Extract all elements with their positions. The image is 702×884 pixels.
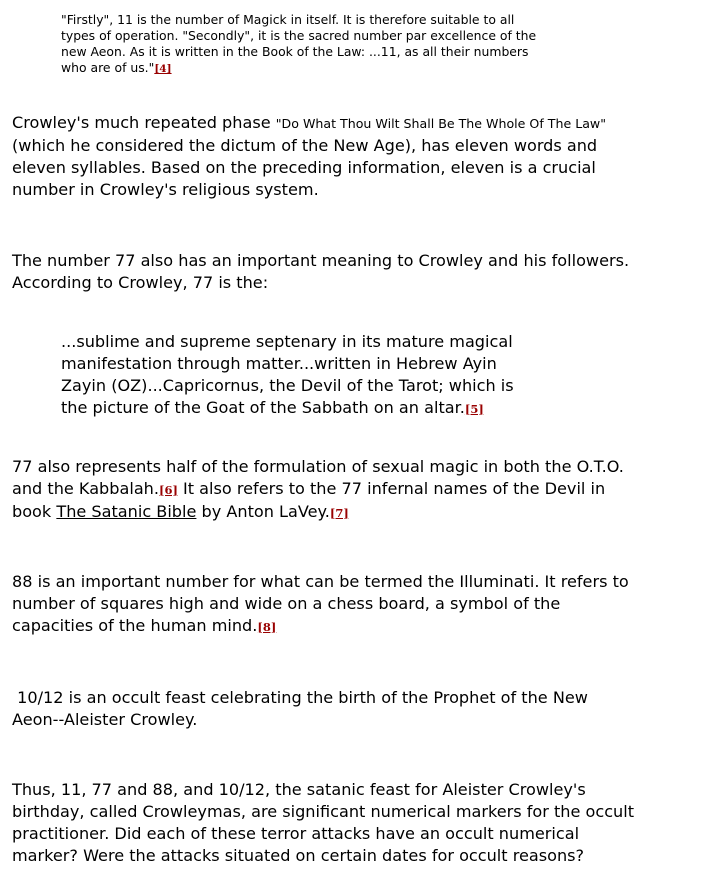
paragraph-line: 88 is an important number for what can be termed the Illuminati. It refers to (12, 572, 629, 591)
footnote-link-8[interactable]: [8] (257, 620, 277, 634)
paragraph-text: Crowley's much repeated phase (12, 113, 276, 132)
quote-line: ...sublime and supreme septenary in its mature magical (61, 332, 513, 351)
paragraph-line: (which he considered the dictum of the New Age), has eleven words and (12, 136, 598, 155)
quote-line: types of operation. "Secondly", it is the sacred number par excellence of the (61, 28, 537, 43)
paragraph-sexual-magic (12, 456, 624, 524)
quote-line: new Aeon. As it is written in the Book of the Law: ...11, as all their numbers (61, 44, 529, 59)
quote-line: who are of us." (61, 60, 155, 75)
paragraph-conclusion (12, 779, 634, 867)
paragraph-line: eleven syllables. Based on the preceding information, eleven is a crucial (12, 158, 596, 177)
dictum-phrase: "Do What Thou Wilt Shall Be The Whole Of The Law" (275, 116, 607, 131)
quote-line: "Firstly", 11 is the number of Magick in itself. It is therefore suitable to all (61, 12, 515, 27)
footnote-link-6[interactable]: [6] (159, 483, 178, 497)
footnote-link-7[interactable]: [7] (329, 506, 349, 520)
paragraph-line: number in Crowley's religious system. (12, 180, 319, 199)
book-title-satanic-bible: The Satanic Bible (56, 502, 197, 521)
paragraph-number-88 (12, 571, 629, 638)
quote-line: manifestation through matter...written in Hebrew Ayin (61, 354, 497, 373)
quote-line: the picture of the Goat of the Sabbath on an altar. (61, 398, 465, 417)
paragraph-text: It also refers to the 77 infernal names of the Devil in (177, 479, 606, 498)
paragraph-line: Thus, 11, 77 and 88, and 10/12, the satanic feast for Aleister Crowley's (12, 780, 586, 799)
footnote-link-4[interactable]: [4] (154, 63, 172, 75)
quote-line: Zayin (OZ)...Capricornus, the Devil of the Tarot; which is (61, 376, 514, 395)
paragraph-line: practitioner. Did each of these terror attacks have an occult numerical (12, 824, 580, 843)
quote-block-magick (61, 12, 536, 77)
paragraph-line: 10/12 is an occult feast celebrating the birth of the Prophet of the New (12, 688, 588, 707)
paragraph-line: marker? Were the attacks situated on certain dates for occult reasons? (12, 846, 585, 865)
quote-block-septenary (61, 331, 514, 420)
paragraph-line: The number 77 also has an important meaning to Crowley and his followers. (12, 251, 630, 270)
footnote-link-5[interactable]: [5] (464, 402, 484, 416)
paragraph-text: and the Kabbalah. (12, 479, 159, 498)
paragraph-line: capacities of the human mind. (12, 616, 258, 635)
paragraph-line: 77 also represents half of the formulation of sexual magic in both the O.T.O. (12, 457, 624, 476)
paragraph-line: birthday, called Crowleymas, are significant numerical markers for the occult (12, 802, 635, 821)
paragraph-line: number of squares high and wide on a chess board, a symbol of the (12, 594, 561, 613)
paragraph-line: Aeon--Aleister Crowley. (12, 710, 198, 729)
paragraph-line: According to Crowley, 77 is the: (12, 273, 269, 292)
paragraph-crowleymas-date (12, 687, 588, 731)
paragraph-number-77 (12, 250, 629, 294)
paragraph-text: book (12, 502, 57, 521)
paragraph-dictum (12, 112, 606, 201)
paragraph-text: by Anton LaVey. (196, 502, 330, 521)
